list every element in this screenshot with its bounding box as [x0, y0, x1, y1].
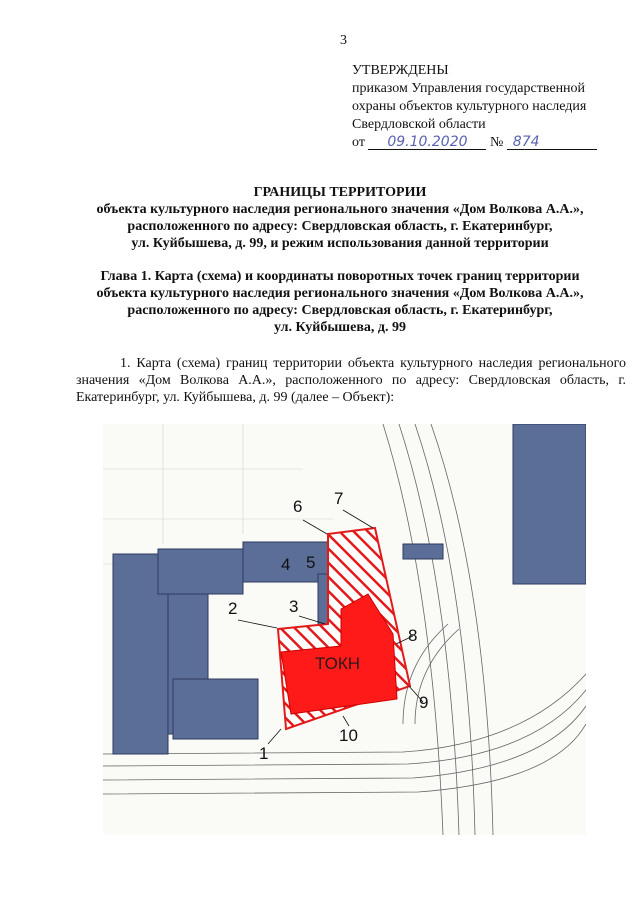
building [513, 424, 586, 584]
chapter-heading [60, 268, 620, 336]
approval-line: охраны объектов культурного наследия [352, 99, 587, 114]
number-label: № [489, 135, 504, 150]
approval-number: 874 [507, 135, 597, 150]
title-line: расположенного по адресу: Свердловская область, г. Екатеринбург, [127, 219, 553, 234]
chapter-line: расположенного по адресу: Свердловская область, г. Екатеринбург, [127, 303, 553, 318]
point-9: 9 [419, 693, 429, 712]
title-line: ул. Куйбышева, д. 99, и режим использования данной территории [131, 236, 549, 251]
approval-date-line [352, 134, 632, 152]
point-2: 2 [228, 599, 238, 618]
building [173, 679, 258, 739]
point-4: 4 [281, 555, 291, 574]
object-label: ТОКН [315, 654, 361, 673]
approval-date: 09.10.2020 [368, 135, 486, 150]
approval-line: Свердловской области [352, 117, 486, 132]
point-3: 3 [289, 597, 299, 616]
chapter-line: ул. Куйбышева, д. 99 [274, 320, 406, 335]
building [158, 549, 243, 594]
paragraph-1: 1. Карта (схема) границ территории объекта культурного наследия регионального значения «Дом Волкова А.А.», расположенного по адресу: Свердловская область, г. Екатеринбург, ул. Куйбышева, д. 99 (далее – Объект): [76, 356, 626, 405]
point-7: 7 [334, 489, 344, 508]
title-line: объекта культурного наследия регионального значения «Дом Волкова А.А.», [96, 202, 584, 217]
point-10: 10 [339, 726, 358, 745]
title-heading: ГРАНИЦЫ ТЕРРИТОРИИ [253, 185, 427, 200]
building [403, 544, 443, 559]
chapter-line: объекта культурного наследия регионального значения «Дом Волкова А.А.», [96, 286, 584, 301]
chapter-line: Глава 1. Карта (схема) и координаты поворотных точек границ территории [100, 269, 580, 284]
from-label: от [352, 135, 365, 150]
approval-line: приказом Управления государственной [352, 81, 586, 96]
point-8: 8 [408, 626, 418, 645]
approval-heading: УТВЕРЖДЕНЫ [352, 63, 449, 78]
point-5: 5 [306, 553, 316, 572]
approval-block [352, 62, 632, 152]
point-1: 1 [259, 744, 269, 763]
document-title [60, 184, 620, 252]
boundary-map [103, 424, 586, 835]
point-6: 6 [293, 497, 303, 516]
page-number: 3 [340, 33, 347, 48]
